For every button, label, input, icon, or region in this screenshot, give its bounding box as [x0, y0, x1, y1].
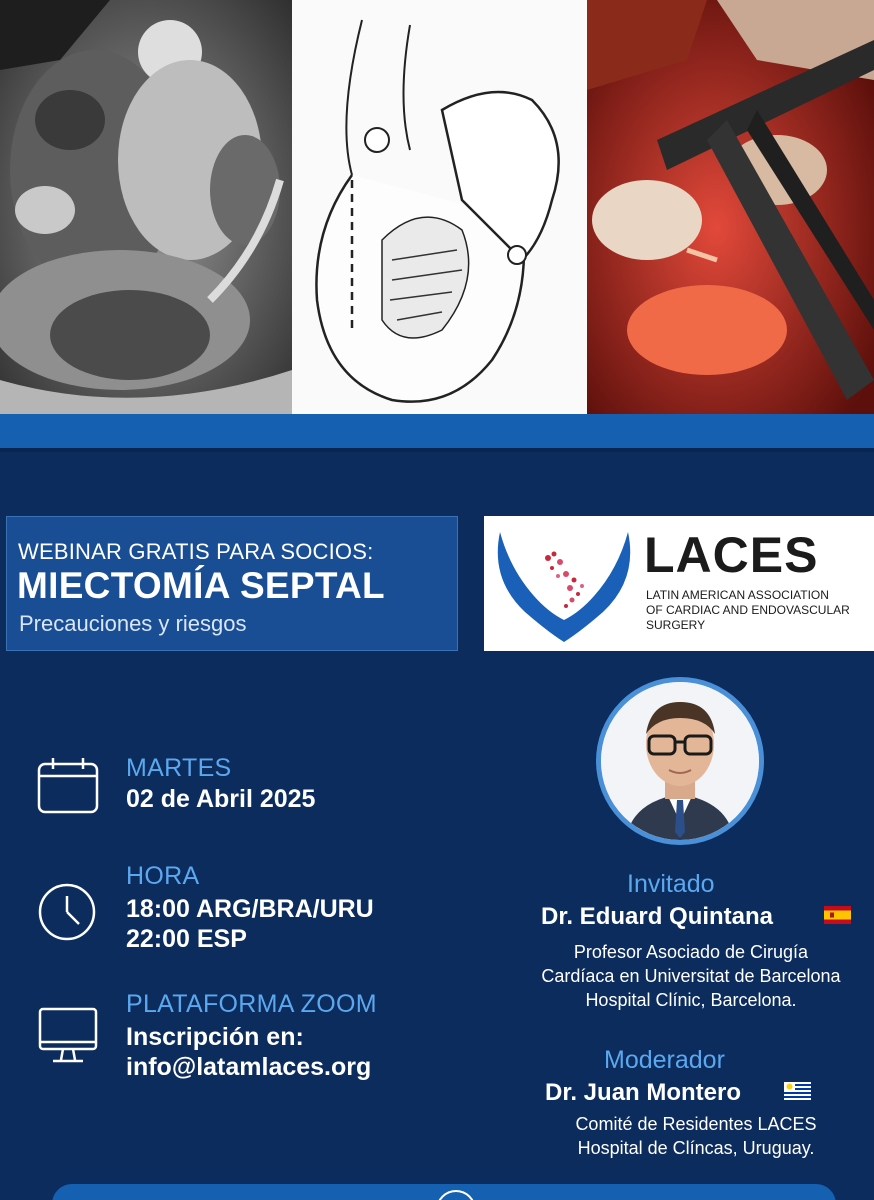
- divider-stripe: [0, 448, 874, 452]
- date-label: MARTES: [126, 754, 232, 782]
- webinar-title: MIECTOMÍA SEPTAL: [17, 565, 385, 606]
- spain-flag-icon: [824, 906, 851, 924]
- time-value-arg: 18:00 ARG/BRA/URU: [126, 895, 374, 923]
- laces-logo-box: [484, 516, 874, 651]
- laces-tagline-line-3: SURGERY: [646, 618, 706, 632]
- platform-label: PLATAFORMA ZOOM: [126, 990, 377, 1018]
- webinar-subtitle: Precauciones y riesgos: [19, 611, 247, 636]
- webinar-title-box: [6, 516, 458, 651]
- uruguay-flag-icon: [784, 1082, 811, 1100]
- guest-avatar: [596, 677, 764, 845]
- hero-banner: [0, 0, 874, 418]
- accent-stripe: [0, 414, 874, 448]
- guest-name: Dr. Eduard Quintana: [541, 903, 774, 930]
- moderator-description: [540, 1112, 852, 1160]
- guest-role: Invitado: [627, 870, 715, 898]
- laces-tagline-line-1: LATIN AMERICAN ASSOCIATION: [646, 588, 829, 602]
- moderator-name: Dr. Juan Montero: [545, 1079, 742, 1106]
- laces-emblem-icon: [490, 524, 638, 646]
- heart-anatomy-drawing: [292, 0, 587, 414]
- webinar-kicker: WEBINAR GRATIS PARA SOCIOS:: [18, 539, 374, 564]
- guest-desc-line-3: Hospital Clínic, Barcelona.: [585, 990, 797, 1010]
- laces-tagline-line-2: OF CARDIAC AND ENDOVASCULAR: [646, 603, 850, 617]
- moderator-desc-line-2: Hospital de Clíncas, Uruguay.: [577, 1138, 815, 1158]
- guest-description: [508, 940, 874, 1012]
- surgical-field-image: [587, 0, 874, 414]
- cardiac-mri-image: [0, 0, 292, 414]
- laces-logo-name: LACES: [644, 527, 819, 583]
- time-label: HORA: [126, 862, 200, 890]
- guest-desc-line-2: Cardíaca en Universitat de Barcelona: [541, 966, 841, 986]
- time-value-esp: 22:00 ESP: [126, 925, 247, 953]
- moderator-desc-line-1: Comité de Residentes LACES: [575, 1114, 817, 1134]
- laces-logo-tagline: [646, 588, 871, 633]
- calendar-icon: [37, 756, 99, 814]
- monitor-icon: [37, 1006, 99, 1066]
- moderator-role: Moderador: [604, 1046, 725, 1074]
- signup-email-link[interactable]: info@latamlaces.org: [126, 1053, 372, 1081]
- signup-label: Inscripción en:: [126, 1023, 304, 1051]
- guest-desc-line-1: Profesor Asociado de Cirugía: [573, 942, 809, 962]
- clock-icon: [37, 882, 97, 942]
- date-value: 02 de Abril 2025: [126, 785, 316, 813]
